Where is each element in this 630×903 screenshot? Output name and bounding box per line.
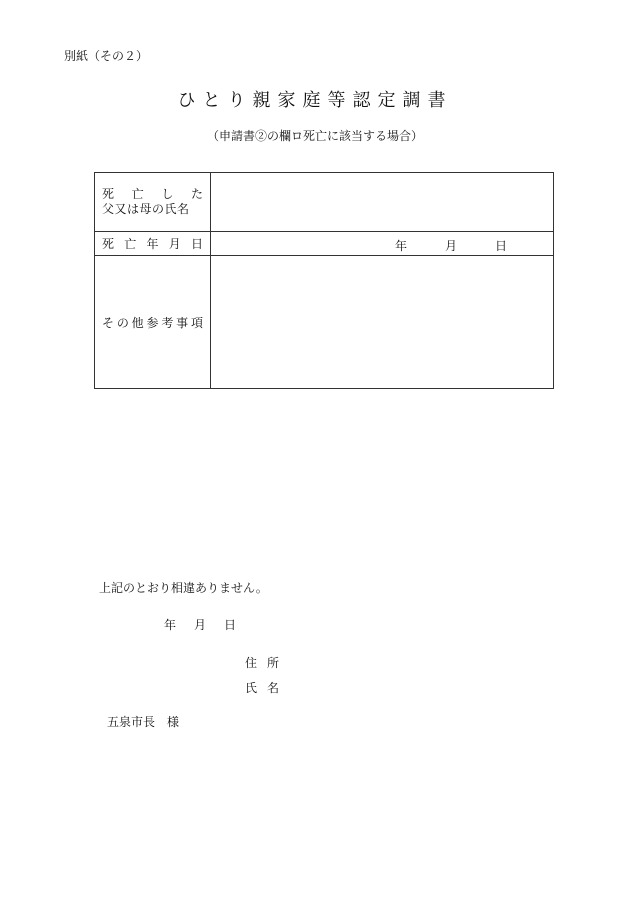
document-title: ひとり親家庭等認定調書 — [177, 90, 453, 111]
sign-month-unit: 月 — [194, 618, 207, 632]
other-notes-field[interactable] — [211, 256, 554, 389]
document-subtitle: （申請書②の欄ロ死亡に該当する場合） — [206, 129, 423, 143]
signature-date — [164, 616, 236, 633]
name-label: 氏名 — [245, 681, 290, 695]
certification-form-table — [94, 172, 554, 389]
declaration-text: 上記のとおり相違ありません。 — [99, 581, 268, 595]
year-unit: 年 — [394, 239, 407, 253]
annex-label: 別紙（その２） — [64, 49, 149, 63]
deceased-parent-name-field[interactable] — [211, 173, 554, 232]
table-row-other-notes — [95, 256, 554, 389]
table-row-deceased-name — [95, 173, 554, 232]
sign-day-unit: 日 — [224, 618, 237, 632]
day-unit: 日 — [494, 239, 507, 253]
addressee-text: 五泉市長 様 — [107, 715, 180, 729]
deceased-label-line1: 死 亡 し た — [102, 187, 203, 201]
death-date-label: 死 亡 年 月 日 — [95, 232, 211, 256]
month-unit: 月 — [444, 239, 457, 253]
sign-year-unit: 年 — [164, 618, 177, 632]
deceased-label-line2: 父又は母の氏名 — [102, 202, 190, 216]
table-row-death-date — [95, 232, 554, 256]
other-notes-label: そ の 他 参 考 事 項 — [95, 256, 211, 389]
death-date-field[interactable] — [211, 232, 554, 256]
address-label: 住所 — [245, 656, 290, 670]
deceased-parent-name-label — [95, 173, 211, 232]
